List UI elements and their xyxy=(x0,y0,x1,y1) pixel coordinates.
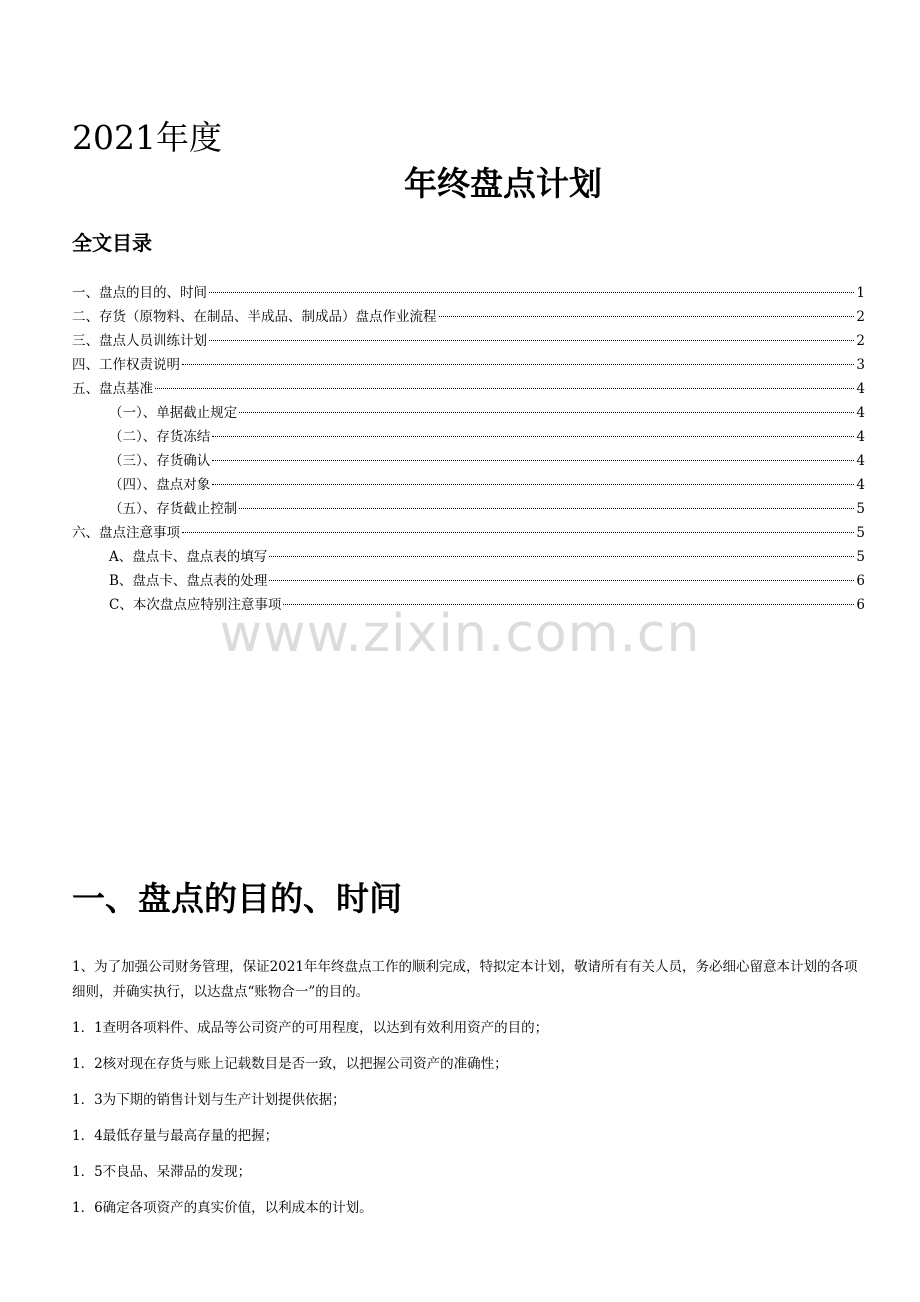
toc-dot-leader xyxy=(155,388,854,389)
toc-entry-label: 三、盘点人员训练计划 xyxy=(72,333,207,349)
toc-dot-leader xyxy=(439,316,855,317)
toc-entry[interactable] xyxy=(72,281,865,305)
toc-entry-label: （三）、存货确认 xyxy=(109,453,211,469)
toc-entry[interactable] xyxy=(72,521,865,545)
toc-entry-label: 四、工作权责说明 xyxy=(72,357,180,373)
toc-dot-leader xyxy=(239,508,854,509)
toc-entry-page: 5 xyxy=(856,525,865,541)
toc-entry-page: 4 xyxy=(856,453,865,469)
toc-entry-label: 五、盘点基准 xyxy=(72,381,153,397)
toc-dot-leader xyxy=(212,436,854,437)
toc-entry-label: A、盘点卡、盘点表的填写 xyxy=(109,549,268,565)
toc-dot-leader xyxy=(212,484,854,485)
toc-entry[interactable] xyxy=(72,353,865,377)
paragraph: 1．6确定各项资产的真实价值，以利成本的计划。 xyxy=(72,1200,373,1216)
toc-entry-page: 4 xyxy=(856,429,865,445)
toc-entry-label: （四）、盘点对象 xyxy=(109,477,211,493)
section-body xyxy=(72,955,862,1232)
toc-subentry[interactable] xyxy=(72,497,865,521)
toc-entry-page: 2 xyxy=(856,309,865,325)
toc-entry-label: C、本次盘点应特别注意事项 xyxy=(109,597,282,613)
paragraph: 1．4最低存量与最高存量的把握； xyxy=(72,1128,279,1144)
toc-dot-leader xyxy=(212,460,854,461)
toc-entry-label: 一、盘点的目的、时间 xyxy=(72,285,207,301)
watermark: www.zixin.com.cn xyxy=(219,604,701,664)
toc-entry-page: 4 xyxy=(856,405,865,421)
year-title: 2021年度 xyxy=(72,118,222,157)
toc-dot-leader xyxy=(269,556,854,557)
toc-subentry[interactable] xyxy=(72,425,865,449)
paragraph: 1．3为下期的销售计划与生产计划提供依据； xyxy=(72,1092,346,1108)
toc-entry-label: （一）、单据截止规定 xyxy=(109,405,238,421)
toc-entry-label: B、盘点卡、盘点表的处理 xyxy=(109,573,268,589)
toc-entry[interactable] xyxy=(72,377,865,401)
toc-entry-label: （五）、存货截止控制 xyxy=(109,501,238,517)
toc-dot-leader xyxy=(239,412,854,413)
main-title: 年终盘点计划 xyxy=(404,164,602,203)
toc-entry-page: 1 xyxy=(856,285,865,301)
toc-entry-page: 4 xyxy=(856,381,865,397)
toc-entry[interactable] xyxy=(72,329,865,353)
toc-dot-leader xyxy=(209,292,854,293)
toc-dot-leader xyxy=(182,364,854,365)
toc-dot-leader xyxy=(182,532,854,533)
toc-entry-page: 6 xyxy=(856,597,865,613)
toc-subentry[interactable] xyxy=(72,545,865,569)
toc-entry[interactable] xyxy=(72,305,865,329)
toc-entry-label: 二、存货（原物料、在制品、半成品、制成品）盘点作业流程 xyxy=(72,309,437,325)
section-heading: 一、盘点的目的、时间 xyxy=(72,879,402,918)
toc-heading: 全文目录 xyxy=(72,231,152,255)
paragraph: 1．1查明各项料件、成品等公司资产的可用程度，以达到有效利用资产的目的； xyxy=(72,1020,549,1036)
paragraph: 1．2核对现在存货与账上记载数目是否一致，以把握公司资产的准确性； xyxy=(72,1056,508,1072)
table-of-contents xyxy=(72,281,865,617)
toc-entry-page: 2 xyxy=(856,333,865,349)
toc-entry-page: 5 xyxy=(856,549,865,565)
paragraph: 1．5不良品、呆滞品的发现； xyxy=(72,1164,252,1180)
paragraph: 1、为了加强公司财务管理，保证2021年年终盘点工作的顺利完成，特拟定本计划，敬请所有有关人员，务必细心留意本计划的各项细则，并确实执行，以达盘点“账物合一”的目的。 xyxy=(72,959,858,1000)
toc-subentry[interactable] xyxy=(72,473,865,497)
toc-entry-label: （二）、存货冻结 xyxy=(109,429,211,445)
toc-entry-page: 4 xyxy=(856,477,865,493)
toc-entry-page: 6 xyxy=(856,573,865,589)
toc-subentry[interactable] xyxy=(72,401,865,425)
toc-subentry[interactable] xyxy=(72,449,865,473)
toc-dot-leader xyxy=(269,580,854,581)
toc-subentry[interactable] xyxy=(72,569,865,593)
toc-entry-page: 5 xyxy=(856,501,865,517)
toc-entry-page: 3 xyxy=(856,357,865,373)
toc-dot-leader xyxy=(209,340,854,341)
toc-entry-label: 六、盘点注意事项 xyxy=(72,525,180,541)
